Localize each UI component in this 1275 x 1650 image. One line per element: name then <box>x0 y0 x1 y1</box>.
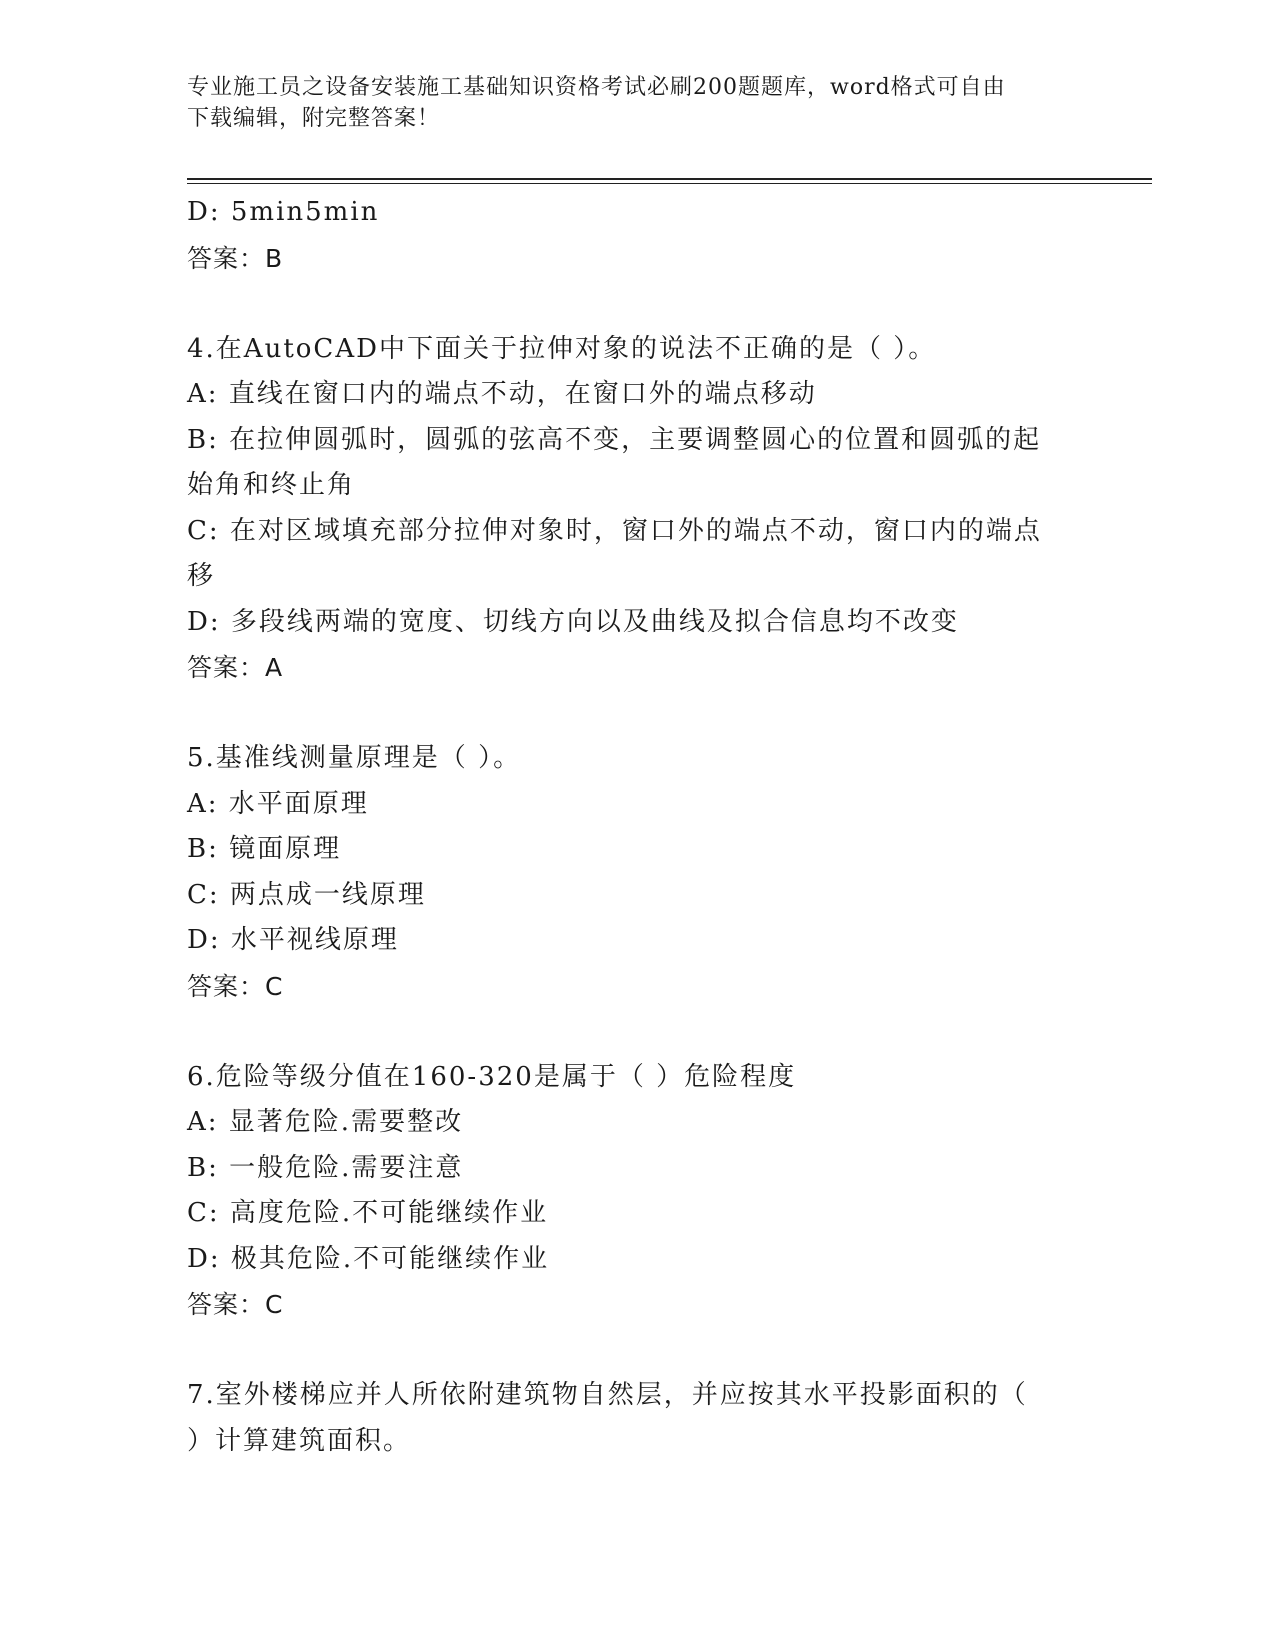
question-stem: 5.基准线测量原理是（ ）。 <box>187 743 522 773</box>
option-a: A: 显著危险.需要整改 <box>187 1107 464 1137</box>
option-d: D: 水平视线原理 <box>187 925 399 955</box>
question-list <box>187 190 1087 1464</box>
option-c: C: 在对区域填充部分拉伸对象时，窗口外的端点不动，窗口内的端点 <box>187 515 1042 546</box>
spacer <box>187 281 1087 327</box>
spacer <box>187 1328 1087 1374</box>
answer-line: 答案：C <box>187 1290 284 1319</box>
option-c: C: 两点成一线原理 <box>187 879 426 910</box>
option-c: C: 高度危险.不可能继续作业 <box>187 1198 549 1228</box>
question-6 <box>187 1055 1087 1328</box>
option-b: B: 镜面原理 <box>187 834 342 864</box>
answer-line: 答案：B <box>187 243 284 273</box>
option-d: D: 5min5min <box>187 197 380 227</box>
question-4 <box>187 327 1087 691</box>
option-c-continued: 移 <box>187 561 216 591</box>
question-7 <box>187 1373 1087 1464</box>
question-stem: 4.在AutoCAD中下面关于拉伸对象的说法不正确的是（ ）。 <box>187 333 937 364</box>
document-header <box>187 72 1087 134</box>
question-5 <box>187 736 1087 1009</box>
option-d: D: 极其危险.不可能继续作业 <box>187 1243 550 1274</box>
answer-line: 答案：C <box>187 971 284 1001</box>
header-divider-thick <box>187 178 1152 180</box>
option-b: B: 在拉伸圆弧时，圆弧的弦高不变，主要调整圆心的位置和圆弧的起 <box>187 424 1042 455</box>
option-b-continued: 始角和终止角 <box>187 470 356 500</box>
option-d: D: 多段线两端的宽度、切线方向以及曲线及拟合信息均不改变 <box>187 606 959 637</box>
option-a: A: 直线在窗口内的端点不动，在窗口外的端点移动 <box>187 379 817 409</box>
previous-question-tail <box>187 190 1087 281</box>
question-stem: 6.危险等级分值在160-320是属于（ ）危险程度 <box>187 1061 797 1092</box>
option-b: B: 一般危险.需要注意 <box>187 1152 464 1183</box>
header-title-line-1: 专业施工员之设备安装施工基础知识资格考试必刷200题题库，word格式可自由 <box>187 75 1006 100</box>
question-stem: 7.室外楼梯应并人所依附建筑物自然层，并应按其水平投影面积的（ <box>187 1380 1028 1410</box>
header-divider-thin <box>187 183 1152 184</box>
header-title-line-2: 下载编辑，附完整答案！ <box>187 106 441 131</box>
question-stem-continued: ）计算建筑面积。 <box>187 1425 412 1456</box>
option-a: A: 水平面原理 <box>187 788 369 819</box>
spacer <box>187 691 1087 737</box>
spacer <box>187 1009 1087 1055</box>
answer-line: 答案：A <box>187 653 284 682</box>
